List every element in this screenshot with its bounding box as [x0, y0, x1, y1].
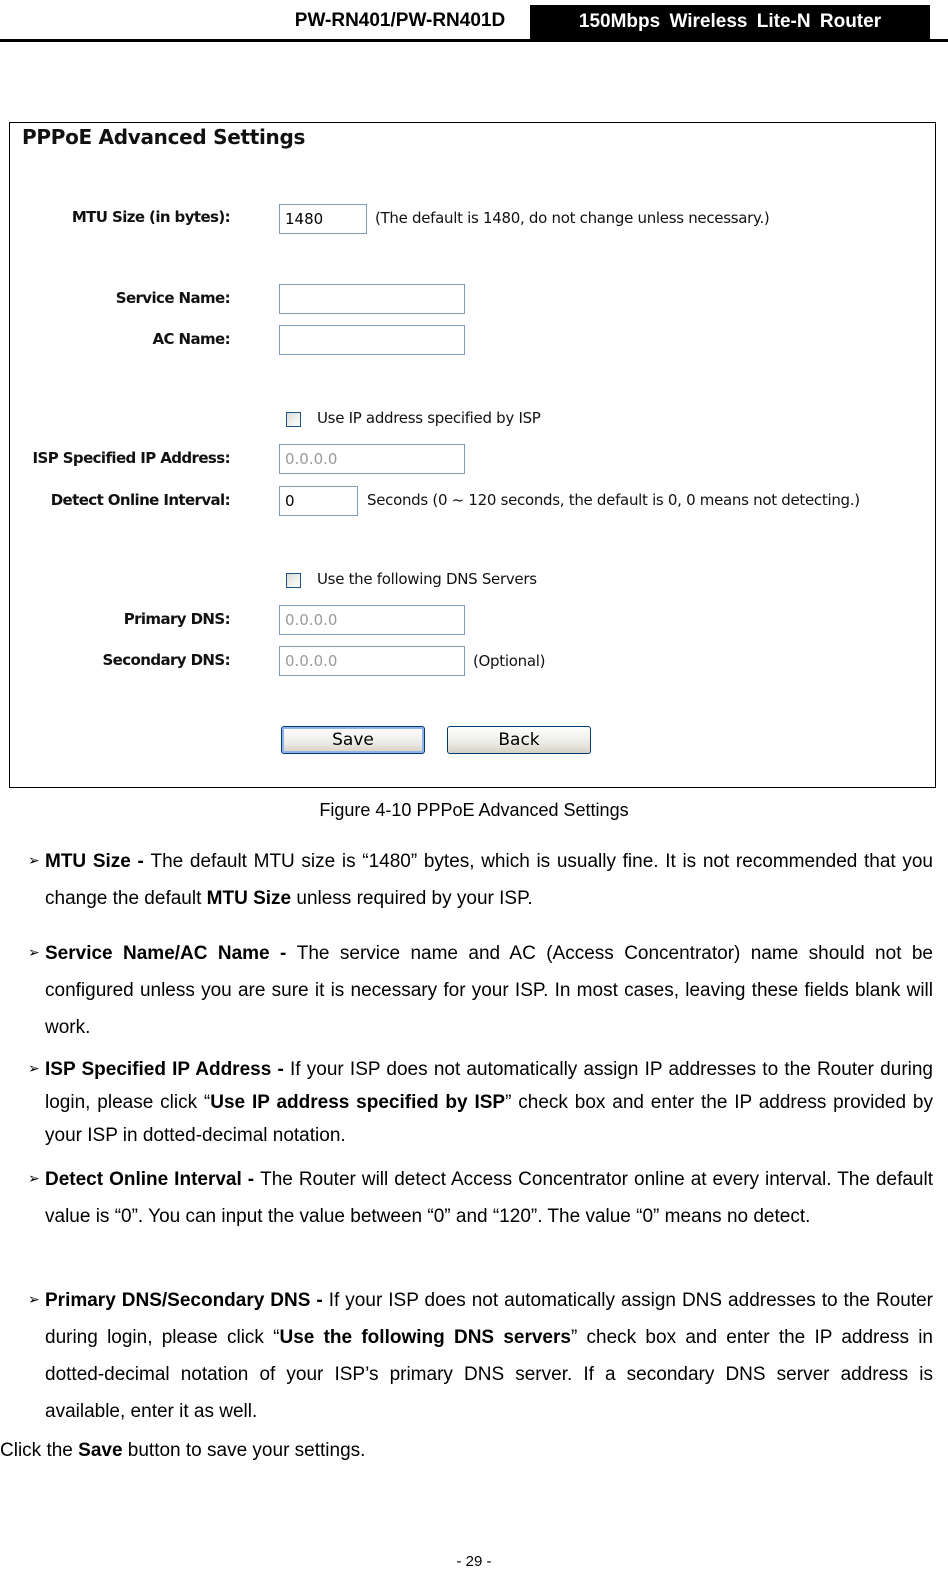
- back-button[interactable]: Back: [447, 726, 591, 754]
- bullet-arrow-icon: ➢: [28, 852, 40, 868]
- secondary-dns-input[interactable]: 0.0.0.0: [279, 646, 465, 676]
- isp-ip-label: ISP Specified IP Address:: [32, 449, 230, 467]
- bullet-arrow-icon: ➢: [28, 1291, 40, 1307]
- list-item: Service Name/AC Name - The service name and AC (Access Concentrator) name should not be configured unless you are sure it is necessary for your ISP. In most cases, leaving these fields blank will work.: [45, 943, 933, 1038]
- header-model: PW-RN401/PW-RN401D: [294, 10, 506, 31]
- page-number: - 29 -: [456, 1553, 492, 1570]
- closing-paragraph: Click the Save button to save your settings.: [0, 1440, 366, 1461]
- secondary-dns-note: (Optional): [473, 652, 546, 670]
- mtu-label: MTU Size (in bytes):: [71, 208, 230, 226]
- list-item: MTU Size - The default MTU size is “1480” bytes, which is usually fine. It is not recommended that you change the default MTU Size unless required by your ISP.: [45, 851, 934, 909]
- bullet-arrow-icon: ➢: [28, 944, 40, 960]
- isp-ip-input[interactable]: 0.0.0.0: [279, 444, 465, 474]
- figure-caption: Figure 4-10 PPPoE Advanced Settings: [319, 800, 629, 820]
- detect-interval-note: Seconds (0 ~ 120 seconds, the default is 0, 0 means not detecting.): [367, 491, 860, 509]
- use-isp-ip-label: Use IP address specified by ISP: [317, 409, 541, 427]
- mtu-note: (The default is 1480, do not change unless necessary.): [375, 209, 770, 227]
- item-term: Detect Online Interval -: [45, 1169, 261, 1190]
- use-dns-label: Use the following DNS Servers: [317, 570, 537, 588]
- list-item: ISP Specified IP Address - If your ISP does not automatically assign IP addresses to the Router during login, please click “Use IP address specified by ISP” check box and enter the IP address provided by your ISP in dotted-decimal notation.: [45, 1059, 934, 1146]
- item-term: Primary DNS/Secondary DNS -: [45, 1290, 329, 1311]
- ac-name-input[interactable]: [279, 325, 465, 355]
- detect-interval-input[interactable]: 0: [279, 486, 358, 516]
- detect-interval-label: Detect Online Interval:: [50, 491, 230, 509]
- bullet-arrow-icon: ➢: [28, 1060, 40, 1076]
- secondary-dns-label: Secondary DNS:: [102, 651, 230, 669]
- mtu-input[interactable]: 1480: [279, 204, 367, 234]
- running-header: [0, 0, 948, 44]
- item-term: ISP Specified IP Address -: [45, 1059, 291, 1080]
- header-title: 150Mbps Wireless Lite-N Router: [530, 5, 930, 39]
- list-item: Detect Online Interval - The Router will detect Access Concentrator online at every interval. The default value is “0”. You can input the value between “0” and “120”. The value “0” means no detect.: [45, 1169, 933, 1227]
- primary-dns-input[interactable]: 0.0.0.0: [279, 605, 465, 635]
- header-rule: [0, 39, 948, 42]
- item-term: Service Name/AC Name -: [45, 943, 297, 964]
- save-button[interactable]: Save: [281, 726, 425, 754]
- form-title: PPPoE Advanced Settings: [22, 125, 306, 149]
- use-isp-ip-checkbox[interactable]: [286, 412, 301, 427]
- list-item: Primary DNS/Secondary DNS - If your ISP does not automatically assign DNS addresses to the Router during login, please click “Use the following DNS servers” check box and enter the IP address in dotted-decimal notation of your ISP’s primary DNS server. If a secondary DNS server address is available, enter it as well.: [45, 1290, 933, 1422]
- ac-name-label: AC Name:: [152, 330, 230, 348]
- use-dns-checkbox[interactable]: [286, 573, 301, 588]
- bullet-arrow-icon: ➢: [28, 1170, 40, 1186]
- pppoe-settings-figure: [9, 122, 936, 788]
- primary-dns-label: Primary DNS:: [123, 610, 230, 628]
- item-term: MTU Size -: [45, 851, 151, 872]
- service-name-input[interactable]: [279, 284, 465, 314]
- service-name-label: Service Name:: [115, 289, 230, 307]
